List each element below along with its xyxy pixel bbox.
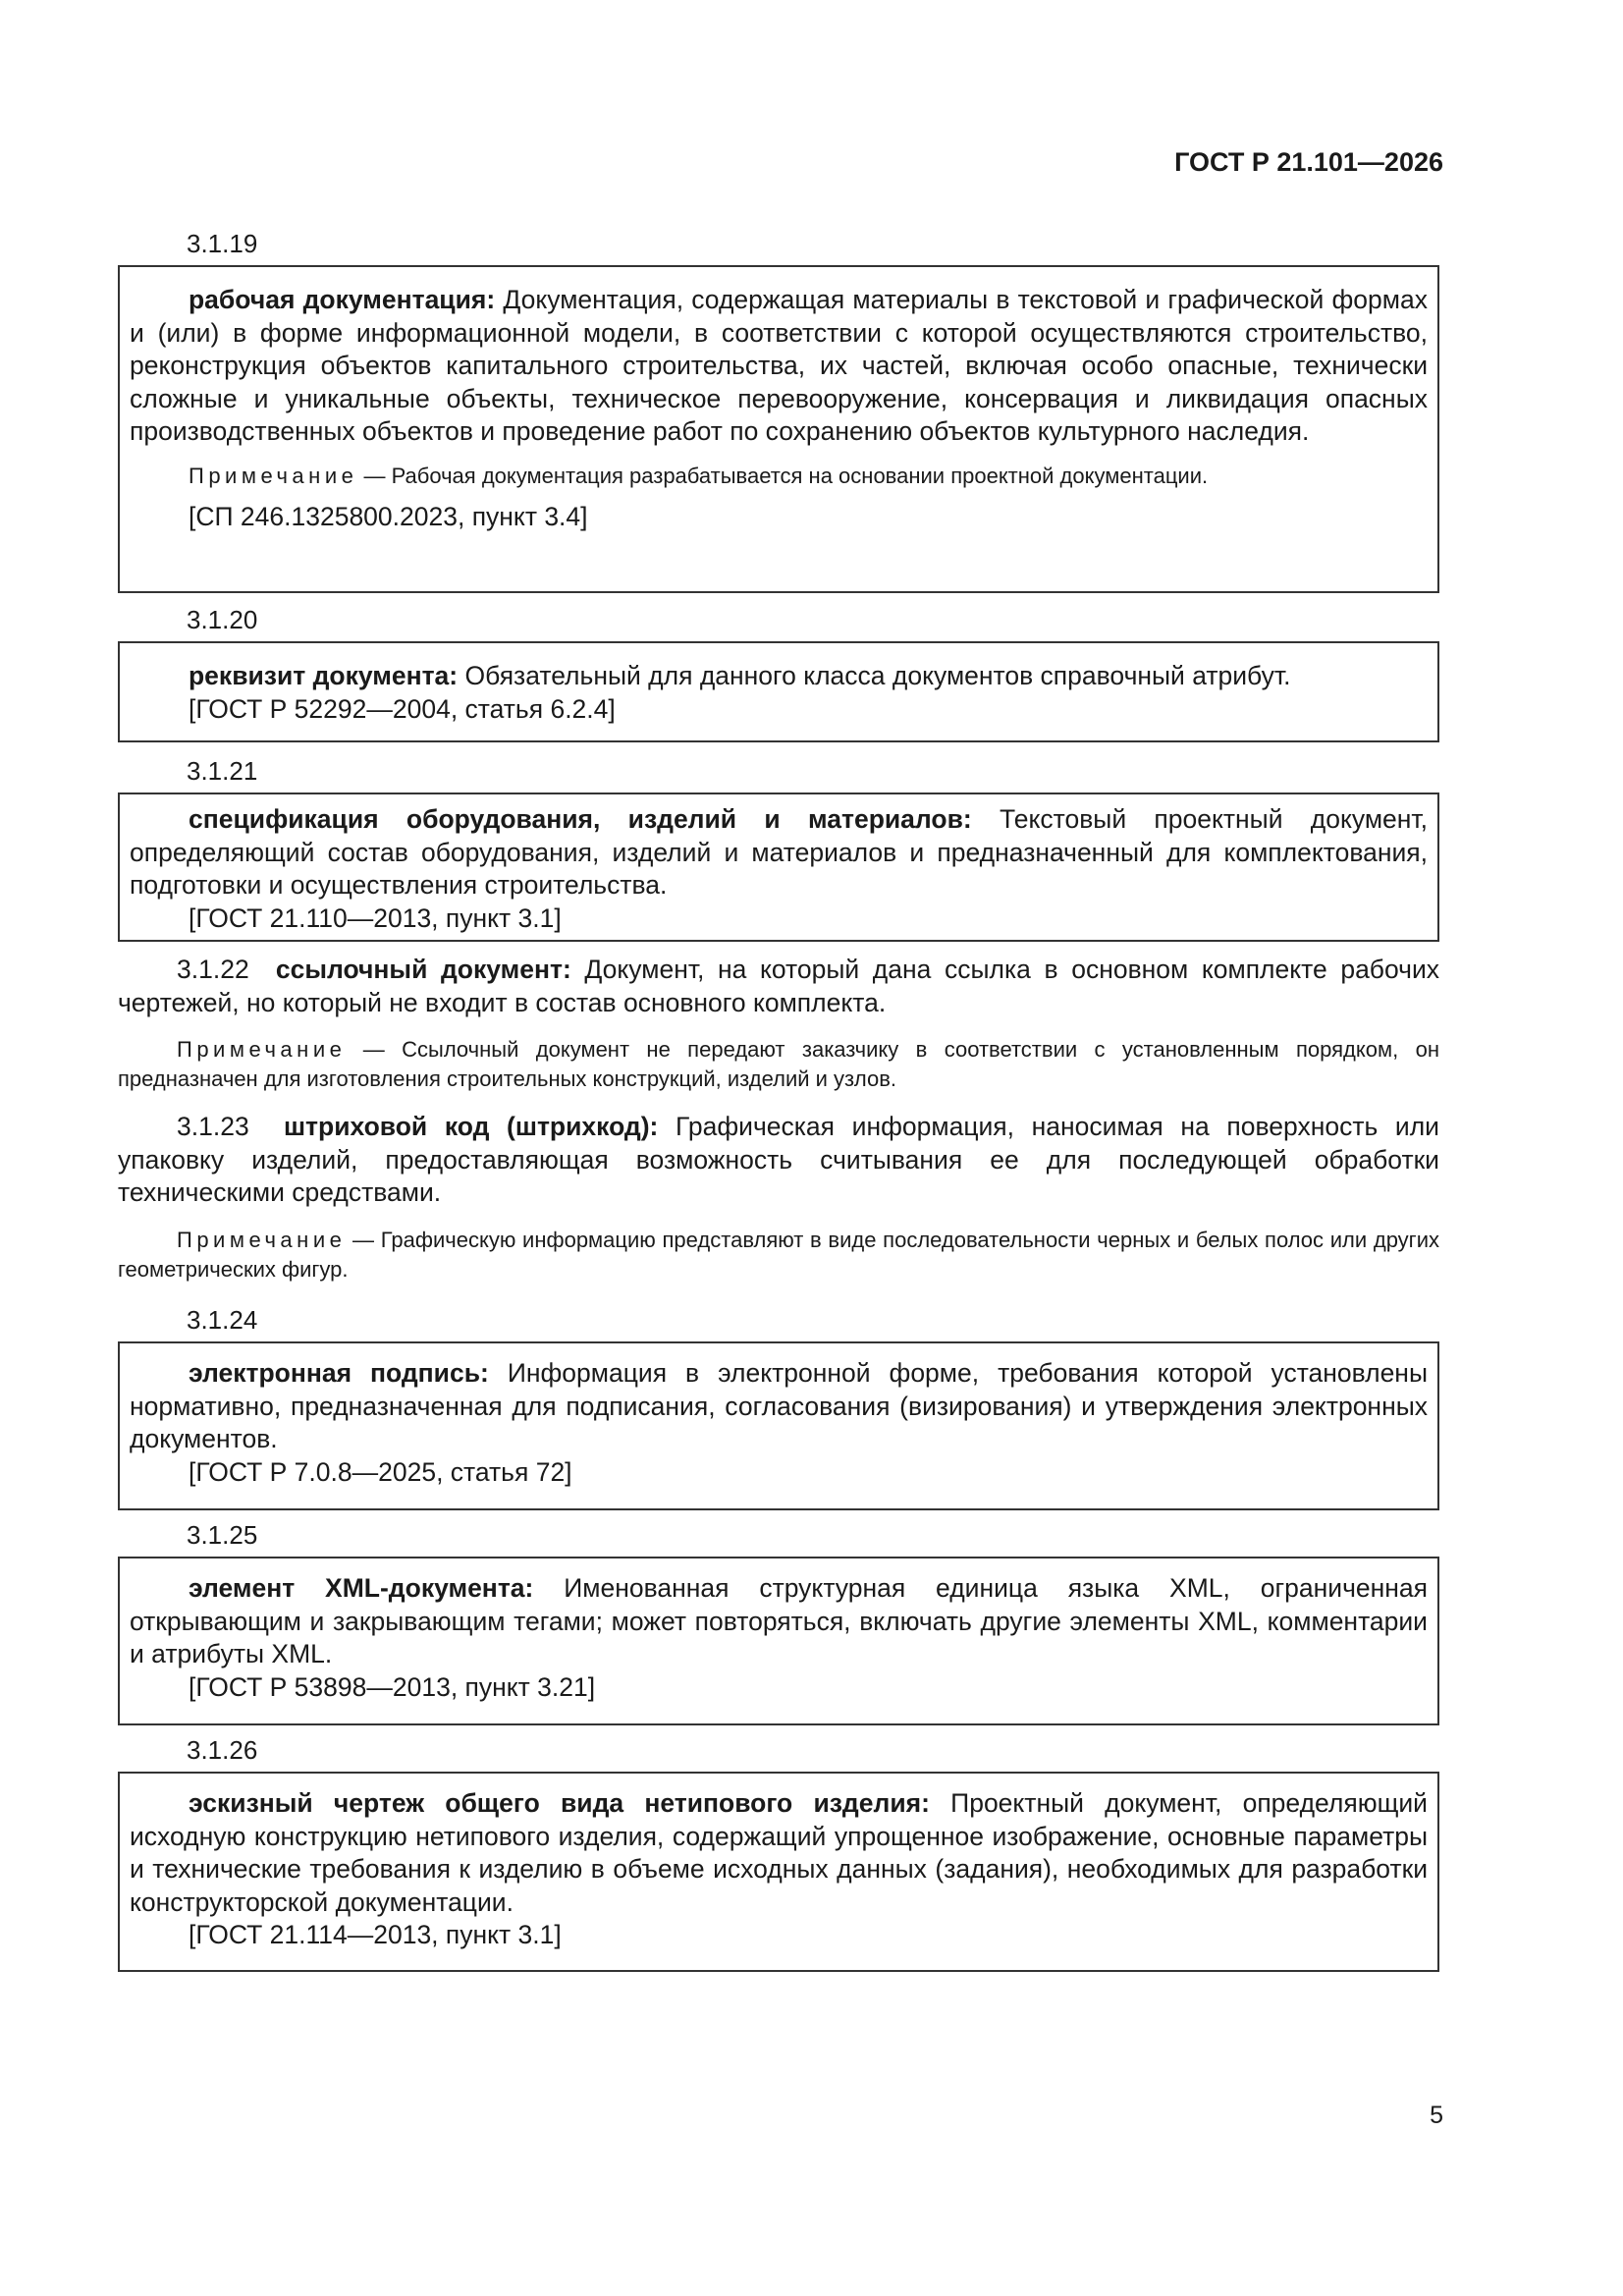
term: эскизный чертеж общего вида нетипового изделия: bbox=[189, 1788, 930, 1818]
definition-box bbox=[118, 1341, 1439, 1510]
definition-text: Обязательный для данного класса документов справочный атрибут. bbox=[464, 661, 1291, 690]
entry-number: 3.1.25 bbox=[187, 1520, 258, 1550]
definition-box bbox=[118, 1772, 1439, 1972]
source-reference: [ГОСТ Р 7.0.8—2025, статья 72] bbox=[189, 1456, 572, 1487]
note-text: — Графическую информацию представляют в виде последовательности черных и белых полос или других геометрических фигур. bbox=[118, 1227, 1439, 1282]
note-label: Примечание bbox=[177, 1037, 347, 1063]
source-reference: [ГОСТ Р 52292—2004, статья 6.2.4] bbox=[189, 693, 616, 724]
note-label: Примечание bbox=[189, 463, 358, 488]
entry-number: 3.1.21 bbox=[187, 756, 258, 786]
entry-number: 3.1.26 bbox=[187, 1735, 258, 1765]
note-label: Примечание bbox=[177, 1227, 347, 1252]
term: спецификация оборудования, изделий и материалов: bbox=[189, 804, 972, 834]
definition-text: Текстовый проектный документ, определяющий состав оборудования, изделий и материалов и предназначенный для комплектования, подготовки и осуществления строительства. bbox=[130, 804, 1428, 901]
definition-paragraph bbox=[130, 1787, 1428, 1919]
note-text: — Ссылочный документ не передают заказчику в соответствии с установленным порядком, он предназначен для изготовления строительных конструкций, изделий и узлов. bbox=[118, 1037, 1439, 1092]
document-header: ГОСТ Р 21.101—2026 bbox=[1174, 147, 1443, 177]
note-text: — Рабочая документация разрабатывается на основании проектной документации. bbox=[357, 463, 1209, 488]
definition-paragraph bbox=[118, 954, 1439, 1019]
definition-text: Графическая информация, наносимая на поверхность или упаковку изделий, предоставляющая возможность считывания ее для последующей обработки техническими средствами. bbox=[118, 1112, 1439, 1208]
entry-number: 3.1.20 bbox=[187, 605, 258, 634]
source-reference: [ГОСТ 21.110—2013, пункт 3.1] bbox=[189, 902, 562, 933]
definition-paragraph bbox=[130, 284, 1428, 449]
page-number: 5 bbox=[1430, 2102, 1443, 2129]
definition-text: Документация, содержащая материалы в текстовой и графической формах и (или) в форме информационной модели, в соответствии с которой осуществляются строительство, реконструкция объектов капитального строительства, их частей, включая особо опасные, технически сложные и уникальные объекты, техническое перевооружение, консервация и ликвидация опасных производственных объектов и проведение работ по сохранению объектов культурного наследия. bbox=[130, 285, 1428, 447]
source-reference: [СП 246.1325800.2023, пункт 3.4] bbox=[189, 501, 588, 531]
definition-box bbox=[118, 265, 1439, 593]
entry-number: 3.1.24 bbox=[187, 1305, 258, 1335]
definition-text: Проектный документ, определяющий исходную конструкцию нетипового изделия, содержащий упрощенное изображение, основные параметры и технические требования к изделию в объеме исходных данных (задания), необходимых для разработки конструкторской документации. bbox=[130, 1788, 1428, 1917]
definition-entry bbox=[118, 1111, 1439, 1285]
definition-text: Именованная структурная единица языка XML, ограниченная открывающим и закрывающим тегами; может повторяться, включать другие элементы XML, комментарии и атрибуты XML. bbox=[130, 1573, 1428, 1669]
entry-number: 3.1.22 bbox=[177, 955, 249, 984]
term: рабочая документация: bbox=[189, 285, 496, 314]
definition-box bbox=[118, 641, 1439, 742]
source-reference: [ГОСТ 21.114—2013, пункт 3.1] bbox=[189, 1920, 562, 1950]
definition-paragraph bbox=[130, 803, 1428, 902]
definition-text: Документ, на который дана ссылка в основном комплекте рабочих чертежей, но который не входит в состав основного комплекта. bbox=[118, 955, 1440, 1017]
note bbox=[118, 1226, 1439, 1285]
term: ссылочный документ: bbox=[275, 955, 571, 984]
definition-text: Информация в электронной форме, требования которой установлены нормативно, предназначенная для подписания, согласования (визирования) и утверждения электронных документов. bbox=[130, 1358, 1428, 1454]
entry-number: 3.1.23 bbox=[177, 1112, 249, 1141]
definition-entry bbox=[118, 954, 1439, 1094]
note bbox=[118, 1035, 1439, 1094]
definition-paragraph bbox=[118, 1111, 1439, 1210]
term: элемент XML-документа: bbox=[189, 1573, 534, 1603]
term: штриховой код (штрихкод): bbox=[283, 1112, 659, 1141]
note bbox=[130, 462, 1428, 491]
definition-box bbox=[118, 793, 1439, 942]
term: электронная подпись: bbox=[189, 1358, 489, 1388]
definition-paragraph bbox=[130, 660, 1428, 693]
definition-paragraph bbox=[130, 1572, 1428, 1671]
entry-number: 3.1.19 bbox=[187, 229, 258, 258]
definition-paragraph bbox=[130, 1357, 1428, 1456]
term: реквизит документа: bbox=[189, 661, 459, 690]
source-reference: [ГОСТ Р 53898—2013, пункт 3.21] bbox=[189, 1671, 596, 1702]
definition-box bbox=[118, 1557, 1439, 1725]
